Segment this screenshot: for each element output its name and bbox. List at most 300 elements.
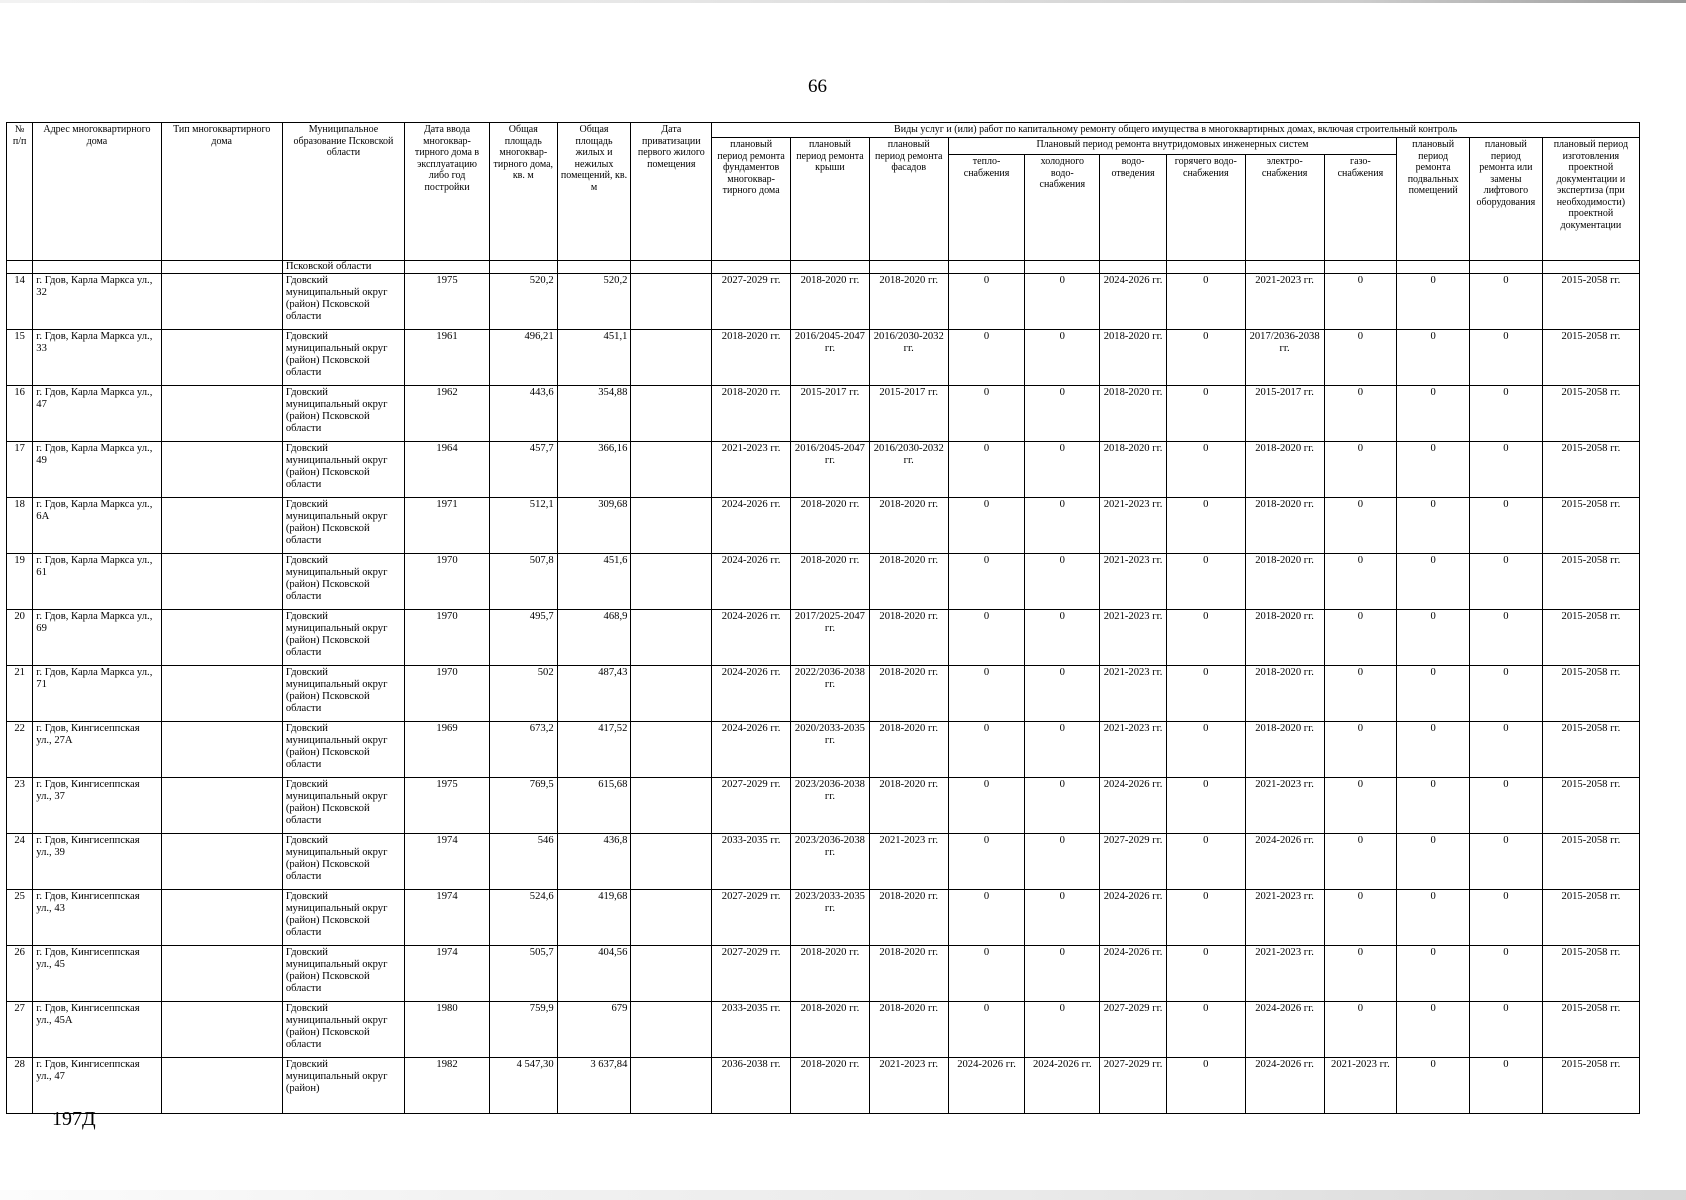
cell-gas: 0 <box>1324 834 1397 890</box>
cell-address: г. Гдов, Карла Маркса ул., 47 <box>33 386 161 442</box>
cell-sewer: 2021-2023 гг. <box>1100 498 1167 554</box>
cell-living-area: 520,2 <box>557 274 631 330</box>
table-row <box>7 442 1640 498</box>
cell-electric: 2018-2020 гг. <box>1245 722 1324 778</box>
cell-basement: 0 <box>1397 442 1470 498</box>
cell-type <box>161 1002 282 1058</box>
cell-type <box>161 666 282 722</box>
table-row <box>7 330 1640 386</box>
cell-facade: 2021-2023 гг. <box>869 1058 948 1114</box>
cell-type <box>161 330 282 386</box>
cell-heat: 0 <box>948 554 1025 610</box>
cell-year: 1964 <box>405 442 490 498</box>
cell-hot-water: 0 <box>1166 330 1245 386</box>
cell-electric: 2015-2017 гг. <box>1245 386 1324 442</box>
cell-gas: 0 <box>1324 778 1397 834</box>
cell-year: 1974 <box>405 890 490 946</box>
cell-cold-water: 0 <box>1025 386 1100 442</box>
cell-foundation: 2027-2029 гг. <box>712 274 791 330</box>
cell-facade: 2016/2030-2032 гг. <box>869 330 948 386</box>
cell-address: г. Гдов, Кингисеппская ул., 43 <box>33 890 161 946</box>
cell-elevator: 0 <box>1470 1058 1543 1114</box>
cell-electric: 2021-2023 гг. <box>1245 778 1324 834</box>
cell-facade: 2018-2020 гг. <box>869 778 948 834</box>
cell-living-area: 404,56 <box>557 946 631 1002</box>
header-total-area: Общая площадь многоквар-тирного дома, кв. м <box>489 123 557 261</box>
cell-roof: 2022/2036-2038 гг. <box>791 666 870 722</box>
header-hot-water: горячего водо-снабжения <box>1166 155 1245 261</box>
table-row <box>7 386 1640 442</box>
cell-roof: 2016/2045-2047 гг. <box>791 330 870 386</box>
cell-total-area: 524,6 <box>489 890 557 946</box>
cell-heat: 0 <box>948 722 1025 778</box>
cell-facade: 2018-2020 гг. <box>869 666 948 722</box>
cell-elevator: 0 <box>1470 274 1543 330</box>
cell-total-area: 759,9 <box>489 1002 557 1058</box>
cell-municipality: Гдовский муниципальный округ (район) Псковской области <box>282 498 404 554</box>
cell-facade: 2021-2023 гг. <box>869 834 948 890</box>
cell-foundation: 2027-2029 гг. <box>712 778 791 834</box>
cell-gas: 0 <box>1324 1002 1397 1058</box>
cell-basement: 0 <box>1397 274 1470 330</box>
header-address: Адрес многоквартирного дома <box>33 123 161 261</box>
cell-electric: 2018-2020 гг. <box>1245 610 1324 666</box>
cell-living-area: 417,52 <box>557 722 631 778</box>
cell-elevator: 0 <box>1470 498 1543 554</box>
table-row <box>7 722 1640 778</box>
cell-roof: 2018-2020 гг. <box>791 274 870 330</box>
cell-year: 1980 <box>405 1002 490 1058</box>
table-row <box>7 666 1640 722</box>
cell-total-area: 443,6 <box>489 386 557 442</box>
cell-privatization <box>631 890 712 946</box>
cell-num: 26 <box>7 946 33 1002</box>
cell-facade: 2018-2020 гг. <box>869 610 948 666</box>
cell-num: 22 <box>7 722 33 778</box>
cell-gas: 0 <box>1324 498 1397 554</box>
scan-edge-bottom <box>0 1190 1686 1200</box>
cell-basement: 0 <box>1397 890 1470 946</box>
header-design-docs: плановый период изготовления проектной документации и экспертиза (при необходимости) проектной документации <box>1542 138 1639 261</box>
cell-foundation: 2024-2026 гг. <box>712 554 791 610</box>
table-row <box>7 274 1640 330</box>
cell-privatization <box>631 554 712 610</box>
header-basement: плановый период ремонта подвальных помещений <box>1397 138 1470 261</box>
cell-address: г. Гдов, Карла Маркса ул., 32 <box>33 274 161 330</box>
repair-schedule-table <box>6 122 1640 1114</box>
cell-address: г. Гдов, Карла Маркса ул., 69 <box>33 610 161 666</box>
cell-roof: 2023/2036-2038 гг. <box>791 834 870 890</box>
cell-address: г. Гдов, Кингисеппская ул., 39 <box>33 834 161 890</box>
cell-heat: 0 <box>948 666 1025 722</box>
cell-num: 24 <box>7 834 33 890</box>
cell-design-docs: 2015-2058 гг. <box>1542 554 1639 610</box>
cell-cold-water: 0 <box>1025 890 1100 946</box>
header-gas: газо-снабжения <box>1324 155 1397 261</box>
cell-total-area: 520,2 <box>489 274 557 330</box>
cell-privatization <box>631 442 712 498</box>
cell-num: 23 <box>7 778 33 834</box>
cell-foundation: 2024-2026 гг. <box>712 498 791 554</box>
cell-sewer: 2018-2020 гг. <box>1100 330 1167 386</box>
cell-heat: 2024-2026 гг. <box>948 1058 1025 1114</box>
cell-gas: 0 <box>1324 274 1397 330</box>
cell-municipality: Псковской области <box>282 261 404 274</box>
cell-living-area: 679 <box>557 1002 631 1058</box>
cell-hot-water: 0 <box>1166 386 1245 442</box>
cell-municipality: Гдовский муниципальный округ (район) <box>282 1058 404 1114</box>
header-municipality: Муниципальное образование Псковской области <box>282 123 404 261</box>
cell-hot-water: 0 <box>1166 834 1245 890</box>
cell-living-area: 366,16 <box>557 442 631 498</box>
cell-gas: 0 <box>1324 666 1397 722</box>
cell-cold-water: 0 <box>1025 946 1100 1002</box>
table-row <box>7 498 1640 554</box>
cell-year: 1970 <box>405 610 490 666</box>
header-cold-water: холодного водо-снабжения <box>1025 155 1100 261</box>
cell-privatization <box>631 274 712 330</box>
cell-roof: 2018-2020 гг. <box>791 1058 870 1114</box>
cell-sewer: 2027-2029 гг. <box>1100 1058 1167 1114</box>
cell-gas: 2021-2023 гг. <box>1324 1058 1397 1114</box>
cell-living-area: 436,8 <box>557 834 631 890</box>
cell-elevator: 0 <box>1470 442 1543 498</box>
header-works-group: Виды услуг и (или) работ по капитальному ремонту общего имущества в многоквартирных домах, включая строительный контроль <box>712 123 1640 138</box>
table-row <box>7 946 1640 1002</box>
header-heat: тепло-снабжения <box>948 155 1025 261</box>
header-living-area: Общая площадь жилых и нежилых помещений, кв. м <box>557 123 631 261</box>
cell-heat: 0 <box>948 610 1025 666</box>
cell-total-area: 502 <box>489 666 557 722</box>
cell-foundation: 2018-2020 гг. <box>712 330 791 386</box>
cell-year: 1974 <box>405 946 490 1002</box>
cell-basement: 0 <box>1397 1058 1470 1114</box>
cell-facade: 2018-2020 гг. <box>869 1002 948 1058</box>
cell-roof: 2018-2020 гг. <box>791 1002 870 1058</box>
cell-year: 1962 <box>405 386 490 442</box>
header-commission-date: Дата ввода многоквар-тирного дома в эксплуатацию либо год постройки <box>405 123 490 261</box>
header-sewer: водо-отведения <box>1100 155 1167 261</box>
cell-municipality: Гдовский муниципальный округ (район) Псковской области <box>282 442 404 498</box>
cell-address: г. Гдов, Кингисеппская ул., 45А <box>33 1002 161 1058</box>
cell-elevator: 0 <box>1470 722 1543 778</box>
cell-address: г. Гдов, Карла Маркса ул., 49 <box>33 442 161 498</box>
cell-facade: 2018-2020 гг. <box>869 722 948 778</box>
cell-electric: 2024-2026 гг. <box>1245 1002 1324 1058</box>
cell-basement: 0 <box>1397 946 1470 1002</box>
cell-electric: 2024-2026 гг. <box>1245 834 1324 890</box>
cell-municipality: Гдовский муниципальный округ (район) Псковской области <box>282 554 404 610</box>
cell-heat: 0 <box>948 386 1025 442</box>
cell-design-docs: 2015-2058 гг. <box>1542 946 1639 1002</box>
table-row <box>7 778 1640 834</box>
cell-heat: 0 <box>948 890 1025 946</box>
cell-total-area: 495,7 <box>489 610 557 666</box>
cell-elevator: 0 <box>1470 666 1543 722</box>
cell-municipality: Гдовский муниципальный округ (район) Псковской области <box>282 666 404 722</box>
cell-elevator: 0 <box>1470 610 1543 666</box>
cell-privatization <box>631 610 712 666</box>
cell-facade: 2016/2030-2032 гг. <box>869 442 948 498</box>
cell-total-area: 512,1 <box>489 498 557 554</box>
cell-design-docs: 2015-2058 гг. <box>1542 722 1639 778</box>
table-row <box>7 834 1640 890</box>
cell-facade: 2018-2020 гг. <box>869 890 948 946</box>
cell-year: 1975 <box>405 778 490 834</box>
cell-gas: 0 <box>1324 722 1397 778</box>
cell-basement: 0 <box>1397 330 1470 386</box>
cell-electric: 2021-2023 гг. <box>1245 274 1324 330</box>
cell-hot-water: 0 <box>1166 666 1245 722</box>
cell-gas: 0 <box>1324 890 1397 946</box>
cell-foundation: 2033-2035 гг. <box>712 1002 791 1058</box>
cell-sewer: 2021-2023 гг. <box>1100 666 1167 722</box>
cell-type <box>161 722 282 778</box>
cell-heat: 0 <box>948 442 1025 498</box>
cell-sewer: 2027-2029 гг. <box>1100 1002 1167 1058</box>
cell-type <box>161 778 282 834</box>
cell-type <box>161 946 282 1002</box>
cell-gas: 0 <box>1324 554 1397 610</box>
cell-basement: 0 <box>1397 1002 1470 1058</box>
cell-design-docs: 2015-2058 гг. <box>1542 666 1639 722</box>
cell-hot-water: 0 <box>1166 946 1245 1002</box>
cell-num: 21 <box>7 666 33 722</box>
cell-type <box>161 1058 282 1114</box>
cell-privatization <box>631 666 712 722</box>
cell-electric: 2018-2020 гг. <box>1245 554 1324 610</box>
cell-year: 1961 <box>405 330 490 386</box>
cell-roof: 2018-2020 гг. <box>791 554 870 610</box>
cell-sewer: 2024-2026 гг. <box>1100 890 1167 946</box>
cell-privatization <box>631 722 712 778</box>
cell-sewer: 2024-2026 гг. <box>1100 778 1167 834</box>
cell-municipality: Гдовский муниципальный округ (район) Псковской области <box>282 610 404 666</box>
cell-address: г. Гдов, Карла Маркса ул., 6А <box>33 498 161 554</box>
cell-num: 14 <box>7 274 33 330</box>
cell-electric: 2017/2036-2038 гг. <box>1245 330 1324 386</box>
cell-privatization <box>631 330 712 386</box>
cell-num: 20 <box>7 610 33 666</box>
cell-elevator: 0 <box>1470 554 1543 610</box>
cell-roof: 2016/2045-2047 гг. <box>791 442 870 498</box>
cell-electric: 2021-2023 гг. <box>1245 946 1324 1002</box>
cell-gas: 0 <box>1324 386 1397 442</box>
cell-cold-water: 0 <box>1025 554 1100 610</box>
cell-year: 1970 <box>405 666 490 722</box>
cell-foundation: 2027-2029 гг. <box>712 890 791 946</box>
cell-municipality: Гдовский муниципальный округ (район) Псковской области <box>282 386 404 442</box>
cell-total-area: 505,7 <box>489 946 557 1002</box>
cell-total-area: 496,21 <box>489 330 557 386</box>
cell-basement: 0 <box>1397 666 1470 722</box>
cell-sewer: 2024-2026 гг. <box>1100 946 1167 1002</box>
cell-design-docs: 2015-2058 гг. <box>1542 1002 1639 1058</box>
cell-design-docs: 2015-2058 гг. <box>1542 442 1639 498</box>
cell-elevator: 0 <box>1470 946 1543 1002</box>
cell-num: 15 <box>7 330 33 386</box>
cell-num: 17 <box>7 442 33 498</box>
header-foundation: плановый период ремонта фундаментов многоквар-тирного дома <box>712 138 791 261</box>
cell-hot-water: 0 <box>1166 498 1245 554</box>
cell-address: г. Гдов, Карла Маркса ул., 71 <box>33 666 161 722</box>
cell-hot-water: 0 <box>1166 722 1245 778</box>
cell-cold-water: 0 <box>1025 666 1100 722</box>
page-number: 66 <box>808 76 827 97</box>
cell-sewer: 2018-2020 гг. <box>1100 386 1167 442</box>
cell-num: 18 <box>7 498 33 554</box>
cell-privatization <box>631 778 712 834</box>
cell-heat: 0 <box>948 1002 1025 1058</box>
cell-type <box>161 554 282 610</box>
cell-basement: 0 <box>1397 610 1470 666</box>
cell-hot-water: 0 <box>1166 442 1245 498</box>
cell-facade: 2018-2020 гг. <box>869 274 948 330</box>
cell-hot-water: 0 <box>1166 610 1245 666</box>
cell-sewer: 2021-2023 гг. <box>1100 554 1167 610</box>
cell-type <box>161 386 282 442</box>
cell-elevator: 0 <box>1470 778 1543 834</box>
cell-total-area: 673,2 <box>489 722 557 778</box>
cell-cold-water: 0 <box>1025 498 1100 554</box>
table-row <box>7 554 1640 610</box>
cell-privatization <box>631 386 712 442</box>
cell-basement: 0 <box>1397 778 1470 834</box>
cell-foundation: 2024-2026 гг. <box>712 722 791 778</box>
cell-heat: 0 <box>948 274 1025 330</box>
header-elevator: плановый период ремонта или замены лифтового оборудования <box>1470 138 1543 261</box>
cell-basement: 0 <box>1397 554 1470 610</box>
cell-hot-water: 0 <box>1166 554 1245 610</box>
cell-foundation: 2033-2035 гг. <box>712 834 791 890</box>
cell-total-area: 457,7 <box>489 442 557 498</box>
cell-roof: 2015-2017 гг. <box>791 386 870 442</box>
cell-facade: 2018-2020 гг. <box>869 554 948 610</box>
cell-municipality: Гдовский муниципальный округ (район) Псковской области <box>282 778 404 834</box>
cell-hot-water: 0 <box>1166 274 1245 330</box>
cell-design-docs: 2015-2058 гг. <box>1542 834 1639 890</box>
cell-living-area: 309,68 <box>557 498 631 554</box>
cell-cold-water: 0 <box>1025 442 1100 498</box>
cell-hot-water: 0 <box>1166 1058 1245 1114</box>
cell-total-area: 507,8 <box>489 554 557 610</box>
cell-sewer: 2021-2023 гг. <box>1100 722 1167 778</box>
cell-hot-water: 0 <box>1166 890 1245 946</box>
cell-design-docs: 2015-2058 гг. <box>1542 274 1639 330</box>
cell-electric: 2021-2023 гг. <box>1245 890 1324 946</box>
cell-cold-water: 0 <box>1025 722 1100 778</box>
cell-design-docs: 2015-2058 гг. <box>1542 330 1639 386</box>
cell-foundation: 2021-2023 гг. <box>712 442 791 498</box>
header-privatization-date: Дата приватизации первого жилого помещения <box>631 123 712 261</box>
cell-num: 28 <box>7 1058 33 1114</box>
cell-address: г. Гдов, Карла Маркса ул., 61 <box>33 554 161 610</box>
cell-living-area: 354,88 <box>557 386 631 442</box>
cell-foundation: 2024-2026 гг. <box>712 610 791 666</box>
cell-design-docs: 2015-2058 гг. <box>1542 1058 1639 1114</box>
cell-year: 1970 <box>405 554 490 610</box>
cell-roof: 2018-2020 гг. <box>791 498 870 554</box>
cell-basement: 0 <box>1397 834 1470 890</box>
cell-cold-water: 0 <box>1025 274 1100 330</box>
cell-roof: 2018-2020 гг. <box>791 946 870 1002</box>
table-row <box>7 610 1640 666</box>
cell-design-docs: 2015-2058 гг. <box>1542 610 1639 666</box>
cell-num: 25 <box>7 890 33 946</box>
table-row <box>7 1002 1640 1058</box>
cell-address: г. Гдов, Кингисеппская ул., 37 <box>33 778 161 834</box>
header-engineering-group: Плановый период ремонта внутридомовых инженерных систем <box>948 138 1397 155</box>
cell-type <box>161 890 282 946</box>
registration-stamp: 197Д <box>52 1108 96 1130</box>
cell-sewer: 2027-2029 гг. <box>1100 834 1167 890</box>
header-type: Тип многоквартирного дома <box>161 123 282 261</box>
cell-basement: 0 <box>1397 386 1470 442</box>
cell-elevator: 0 <box>1470 890 1543 946</box>
cell-cold-water: 0 <box>1025 834 1100 890</box>
cell-cold-water: 2024-2026 гг. <box>1025 1058 1100 1114</box>
cell-gas: 0 <box>1324 610 1397 666</box>
cell-gas: 0 <box>1324 442 1397 498</box>
cell-facade: 2018-2020 гг. <box>869 498 948 554</box>
cell-living-area: 615,68 <box>557 778 631 834</box>
cell-municipality: Гдовский муниципальный округ (район) Псковской области <box>282 330 404 386</box>
cell-sewer: 2018-2020 гг. <box>1100 442 1167 498</box>
cell-living-area: 487,43 <box>557 666 631 722</box>
cell-privatization <box>631 498 712 554</box>
cell-heat: 0 <box>948 498 1025 554</box>
cell-hot-water: 0 <box>1166 778 1245 834</box>
cell-heat: 0 <box>948 834 1025 890</box>
table-row <box>7 890 1640 946</box>
cell-electric: 2018-2020 гг. <box>1245 442 1324 498</box>
cell-electric: 2018-2020 гг. <box>1245 498 1324 554</box>
cell-electric: 2018-2020 гг. <box>1245 666 1324 722</box>
header-electric: электро-снабжения <box>1245 155 1324 261</box>
cell-year: 1974 <box>405 834 490 890</box>
cell-elevator: 0 <box>1470 834 1543 890</box>
cell-electric: 2024-2026 гг. <box>1245 1058 1324 1114</box>
cell-cold-water: 0 <box>1025 610 1100 666</box>
cell-cold-water: 0 <box>1025 330 1100 386</box>
cell-elevator: 0 <box>1470 386 1543 442</box>
cell-foundation: 2018-2020 гг. <box>712 386 791 442</box>
table-row <box>7 1058 1640 1114</box>
cell-design-docs: 2015-2058 гг. <box>1542 498 1639 554</box>
cell-type <box>161 442 282 498</box>
cell-num: 16 <box>7 386 33 442</box>
cell-total-area: 769,5 <box>489 778 557 834</box>
cell-foundation: 2027-2029 гг. <box>712 946 791 1002</box>
cell-facade: 2018-2020 гг. <box>869 946 948 1002</box>
cell-privatization <box>631 834 712 890</box>
cell-foundation: 2036-2038 гг. <box>712 1058 791 1114</box>
cell-gas: 0 <box>1324 330 1397 386</box>
cell-design-docs: 2015-2058 гг. <box>1542 890 1639 946</box>
cell-year: 1969 <box>405 722 490 778</box>
cell-type <box>161 498 282 554</box>
cell-living-area: 3 637,84 <box>557 1058 631 1114</box>
cell-num: 19 <box>7 554 33 610</box>
cell-living-area: 419,68 <box>557 890 631 946</box>
cell-municipality: Гдовский муниципальный округ (район) Псковской области <box>282 1002 404 1058</box>
cell-elevator: 0 <box>1470 1002 1543 1058</box>
cell-year: 1971 <box>405 498 490 554</box>
cell-address: г. Гдов, Кингисеппская ул., 27А <box>33 722 161 778</box>
cell-sewer: 2024-2026 гг. <box>1100 274 1167 330</box>
cell-municipality: Гдовский муниципальный округ (район) Псковской области <box>282 834 404 890</box>
cell-type <box>161 834 282 890</box>
